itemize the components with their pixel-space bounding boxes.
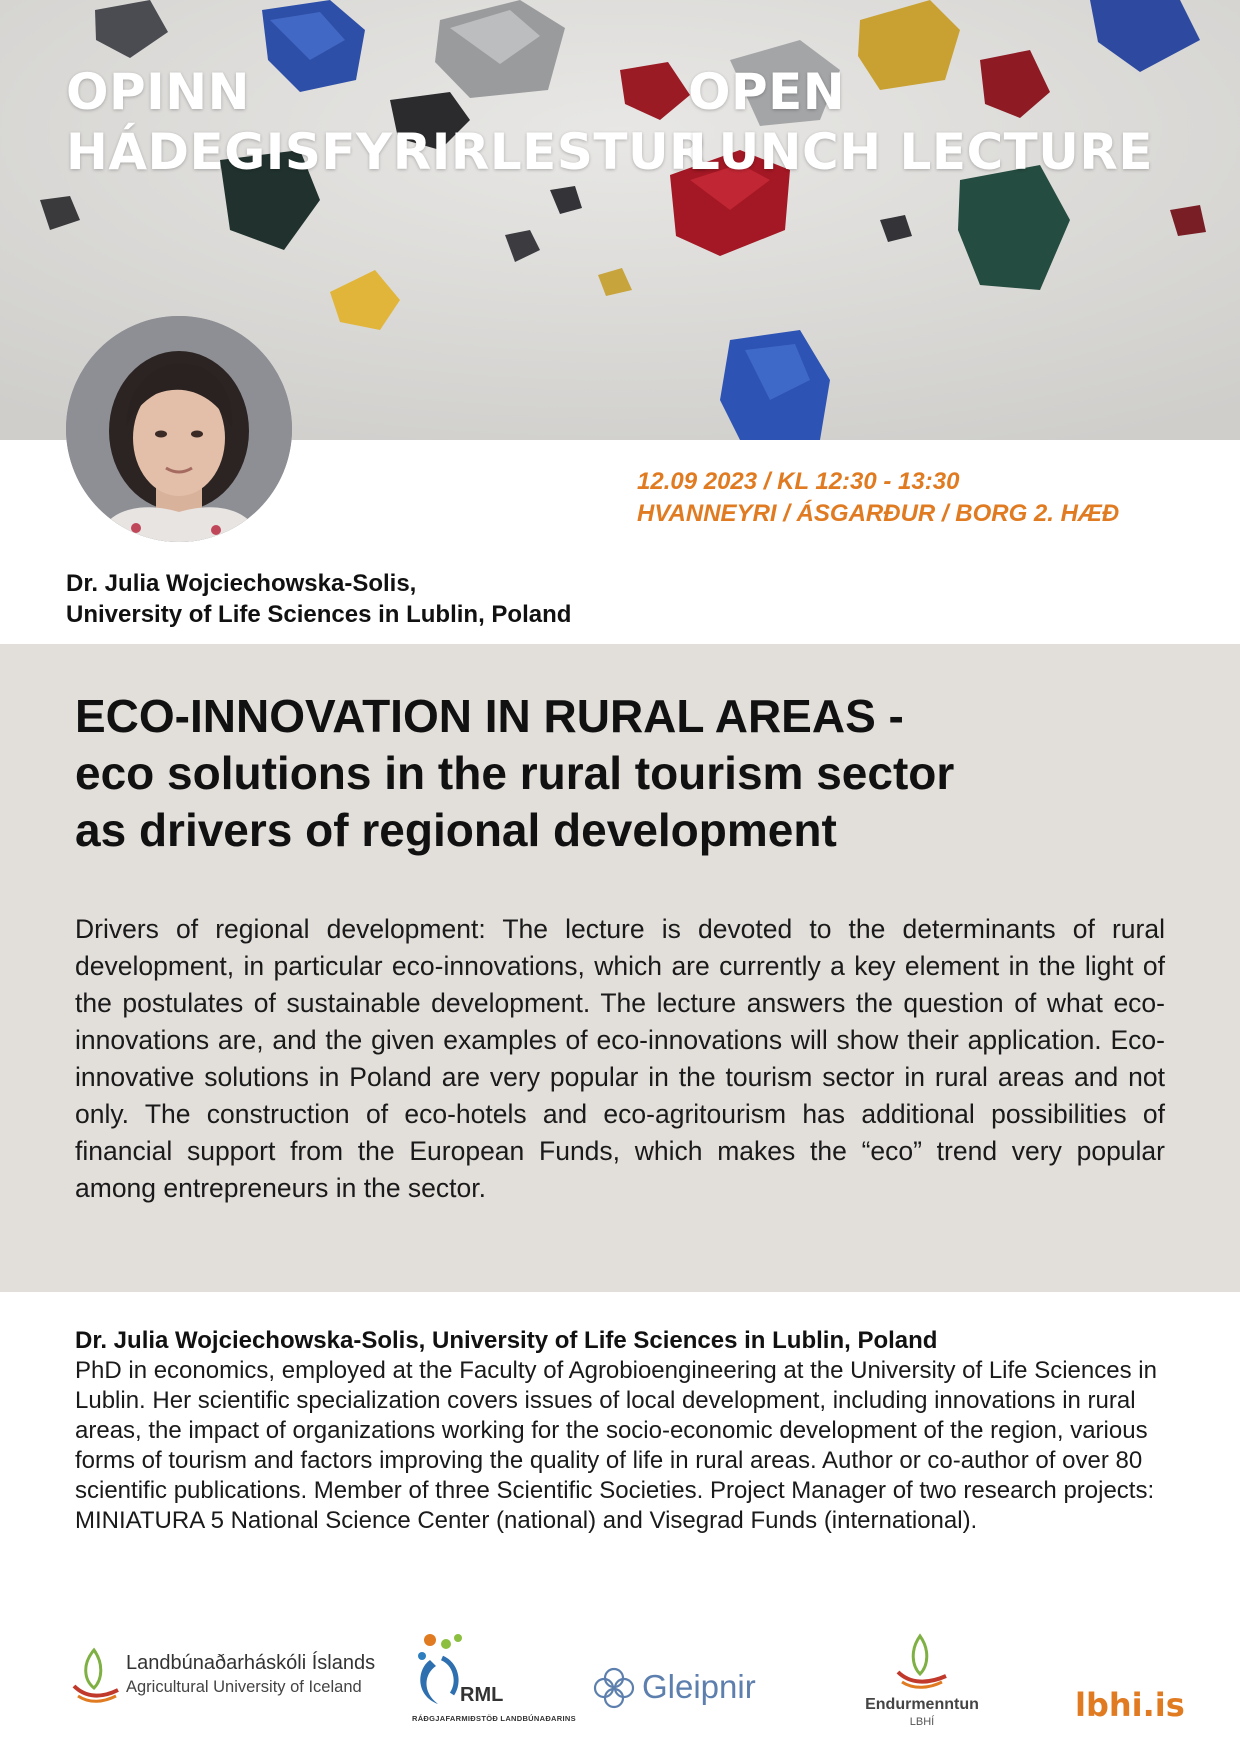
- gleipnir-name: Gleipnir: [642, 1668, 756, 1705]
- lecture-title: [75, 688, 1185, 859]
- lecture-title-line1: ECO-INNOVATION IN RURAL AREAS -: [75, 690, 904, 742]
- endurmenntun-name: Endurmenntun: [865, 1696, 979, 1713]
- title-is-line1: OPINN: [66, 63, 250, 121]
- speaker-photo: [66, 316, 292, 542]
- lbhi-sprout-icon: [72, 1640, 122, 1710]
- endurmenntun-sub: LBHÍ: [909, 1716, 935, 1728]
- rml-logo: [412, 1630, 576, 1740]
- rml-subtitle: RÁÐGJAFARMIÐSTÖÐ LANDBÚNAÐARINS: [412, 1714, 576, 1723]
- gleipnir-knot-icon: [592, 1666, 636, 1710]
- event-datetime-location: [637, 466, 1119, 530]
- title-english: [688, 62, 1153, 182]
- speaker-affiliation: University of Life Sciences in Lublin, Poland: [66, 601, 572, 628]
- endurmenntun-logo: [852, 1632, 992, 1732]
- event-datetime: 12.09 2023 / KL 12:30 - 13:30: [637, 468, 960, 495]
- gleipnir-logo: [592, 1664, 772, 1714]
- title-en-line1: OPEN: [688, 63, 846, 121]
- endurmenntun-sprout-icon: [892, 1632, 952, 1692]
- bio-text: PhD in economics, employed at the Faculty of Agrobioengineering at the University of Life Sciences in Lublin. Her scientific specialization covers issues of local development, including innovations in rural areas, the impact of organizations working for the socio-economic development of the region, various forms of tourism and factors improving the quality of life in rural areas. Author or co-author of over 80 scientific publications. Member of three Scientific Societies. Project Manager of two research projects: MINIATURA 5 National Science Center (national) and Visegrad Funds (international).: [75, 1357, 1157, 1534]
- speaker-name: Dr. Julia Wojciechowska-Solis,: [66, 570, 417, 597]
- bio-heading: Dr. Julia Wojciechowska-Solis, University of Life Sciences in Lublin, Poland: [75, 1327, 938, 1354]
- rml-name: RML: [460, 1684, 504, 1706]
- lecture-abstract: Drivers of regional development: The lecture is devoted to the determinants of rural development, in particular eco-innovations, which are currently a key element in the light of the postulates of sustainable development. The lecture answers the question of what eco-innovations are, and the given examples of eco-innovations will show their application. Eco-innovative solutions in Poland are very popular in the tourism sector in rural areas and not only. The construction of eco-hotels and eco-agritourism has additional possibilities of financial support from the European Funds, which makes the “eco” trend very popular among entrepreneurs in the sector.: [75, 914, 1165, 1203]
- lecture-title-line2: eco solutions in the rural tourism sector: [75, 747, 955, 799]
- title-icelandic: [66, 62, 708, 182]
- lbhi-logo: [72, 1640, 382, 1720]
- title-en-line2: LUNCH LECTURE: [688, 123, 1154, 181]
- title-is-line2: HÁDEGISFYRIRLESTUR: [66, 123, 709, 181]
- lecture-title-line3: as drivers of regional development: [75, 804, 837, 856]
- lbhi-name-en: Agricultural University of Iceland: [126, 1678, 362, 1696]
- website-link[interactable]: lbhi.is: [1075, 1686, 1185, 1724]
- lbhi-name: Landbúnaðarháskóli Íslands: [126, 1652, 376, 1674]
- speaker-portrait: [66, 316, 292, 542]
- event-location: HVANNEYRI / ÁSGARÐUR / BORG 2. HÆÐ: [637, 500, 1120, 527]
- speaker-caption: [66, 568, 571, 630]
